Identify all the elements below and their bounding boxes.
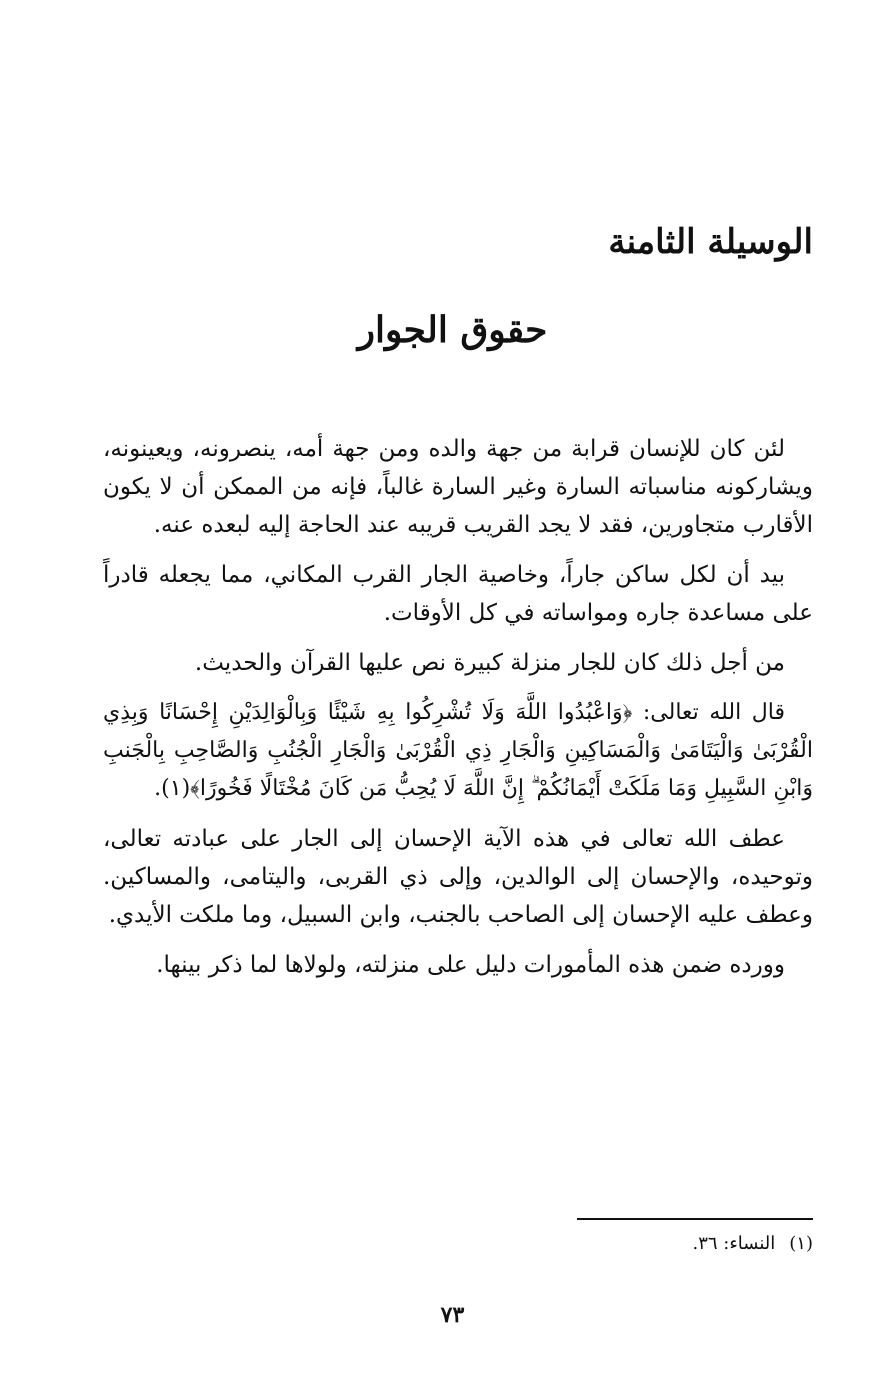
paragraph: عطف الله تعالى في هذه الآية الإحسان إلى الجار على عبادته تعالى، وتوحيده، والإحسان إلى الوالدين، وإلى ذي القربى، واليتامى، والمساكين. وعطف عليه الإحسان إلى الصاحب بالجنب، وابن السبيل، وما ملكت الأيدي. [103,826,813,928]
footnote-divider [577,1218,813,1220]
page-number: ٧٣ [440,1302,465,1328]
paragraph: لئن كان للإنسان قرابة من جهة والده ومن جهة أمه، ينصرونه، ويعينونه، ويشاركونه مناسباته السارة وغير السارة غالباً، فإنه من الممكن أن لا يكون الأقارب متجاورين، فقد لا يجد القريب قريبه عند الحاجة إليه لبعده عنه. [103,436,813,538]
footnote-text: النساء: ٣٦. [692,1233,776,1254]
chapter-title: حقوق الجوار [357,309,548,351]
paragraph: وورده ضمن هذه المأمورات دليل على منزلته، ولولاها لما ذكر بينها. [156,952,785,978]
paragraph: بيد أن لكل ساكن جاراً، وخاصية الجار القرب المكاني، مما يجعله قادراً على مساعدة جاره ومواساته في كل الأوقات. [103,562,813,626]
section-label: الوسيلة الثامنة [608,222,813,262]
paragraph: من أجل ذلك كان للجار منزلة كبيرة نص عليها القرآن والحديث. [194,650,785,676]
footnote [692,1230,813,1258]
quran-verse-paragraph: قال الله تعالى: ﴿وَاعْبُدُوا اللَّهَ وَلَا تُشْرِكُوا بِهِ شَيْئًا وَبِالْوَالِدَيْنِ إِحْسَانًا وَبِذِي الْقُرْبَىٰ وَالْيَتَامَىٰ وَالْمَسَاكِينِ وَالْجَارِ ذِي الْقُرْبَىٰ وَالْجَارِ الْجُنُبِ وَالصَّاحِبِ بِالْجَنبِ وَابْنِ السَّبِيلِ وَمَا مَلَكَتْ أَيْمَانُكُمْ ۗ إِنَّ اللَّهَ لَا يُحِبُّ مَن كَانَ مُخْتَالًا فَخُورًا﴾(١). [103,700,813,801]
body-text [103,430,813,996]
footnote-number: (١) [789,1233,813,1254]
